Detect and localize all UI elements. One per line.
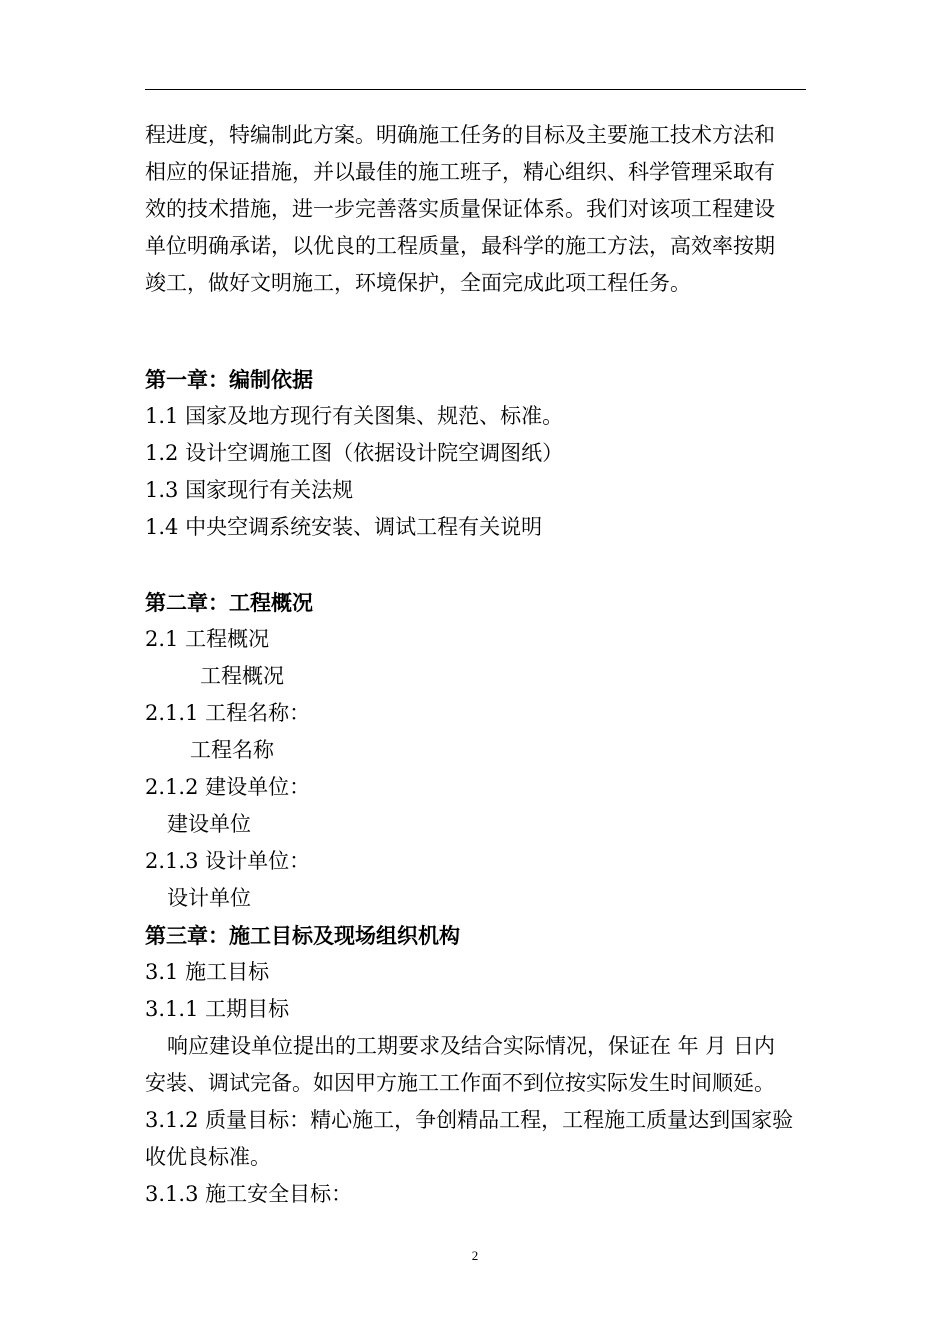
ch1-item: 1.1 国家及地方现行有关图集、规范、标准。 — [145, 404, 564, 428]
quality-goal-line: 3.1.2 质量目标：精心施工，争创精品工程，工程施工质量达到国家验 — [145, 1108, 794, 1132]
builder-value: 建设单位 — [167, 812, 251, 836]
ch1-item: 1.2 设计空调施工图（依据设计院空调图纸） — [145, 441, 564, 465]
section-2-1-2: 2.1.2 建设单位： — [145, 775, 311, 799]
document-body — [145, 117, 813, 1213]
intro-line: 效的技术措施，进一步完善落实质量保证体系。我们对该项工程建设 — [145, 197, 775, 221]
section-2-1-1: 2.1.1 工程名称： — [145, 701, 311, 725]
ch1-item: 1.4 中央空调系统安装、调试工程有关说明 — [145, 515, 543, 539]
section-3-1: 3.1 施工目标 — [145, 960, 270, 984]
section-2-1-3: 2.1.3 设计单位： — [145, 849, 311, 873]
section-2-1: 2.1 工程概况 — [145, 627, 270, 651]
schedule-text-line: 响应建设单位提出的工期要求及结合实际情况，保证在 年 月 日内 — [167, 1034, 776, 1058]
quality-goal-line: 收优良标准。 — [145, 1145, 271, 1169]
project-name-value: 工程名称 — [190, 738, 274, 762]
intro-line: 单位明确承诺，以优良的工程质量，最科学的施工方法，高效率按期 — [145, 234, 775, 258]
intro-line: 程进度，特编制此方案。明确施工任务的目标及主要施工技术方法和 — [145, 123, 775, 147]
section-2-1-value: 工程概况 — [200, 664, 284, 688]
section-3-1-3: 3.1.3 施工安全目标： — [145, 1182, 353, 1206]
chapter-1-title: 第一章：编制依据 — [145, 367, 313, 392]
schedule-text-line: 安装、调试完备。如因甲方施工工作面不到位按实际发生时间顺延。 — [145, 1071, 775, 1095]
page-number: 2 — [471, 1248, 479, 1263]
designer-value: 设计单位 — [167, 886, 251, 910]
header-rule — [145, 89, 806, 90]
section-3-1-1: 3.1.1 工期目标 — [145, 997, 290, 1021]
intro-line: 竣工，做好文明施工，环境保护，全面完成此项工程任务。 — [145, 271, 691, 295]
chapter-3-title: 第三章：施工目标及现场组织机构 — [145, 923, 460, 948]
chapter-2-title: 第二章：工程概况 — [145, 590, 313, 615]
ch1-item: 1.3 国家现行有关法规 — [145, 478, 354, 502]
intro-line: 相应的保证措施，并以最佳的施工班子，精心组织、科学管理采取有 — [145, 160, 775, 184]
